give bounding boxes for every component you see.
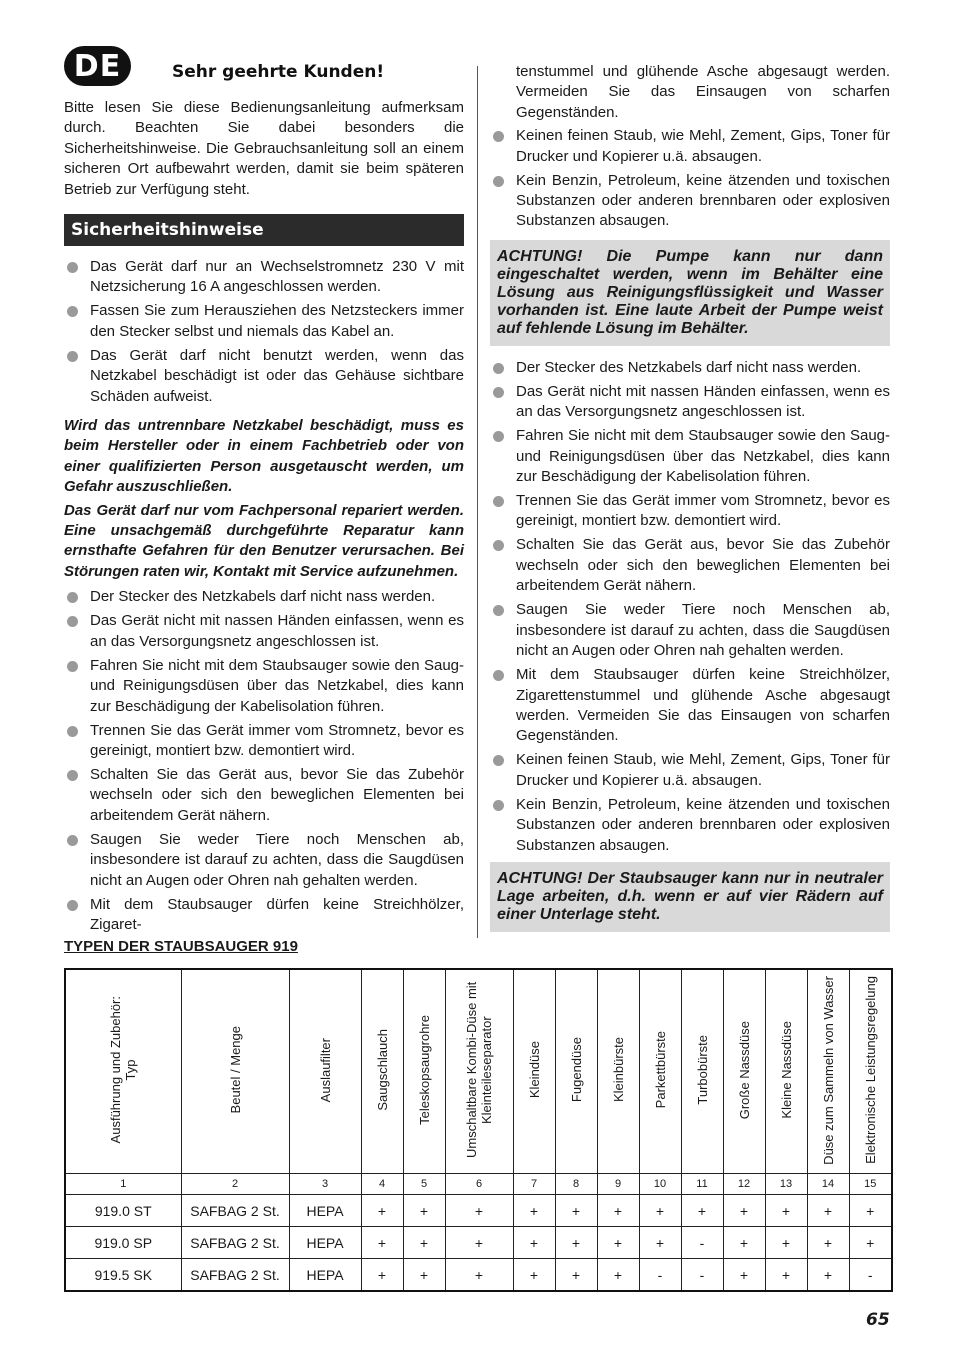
table-cell: +	[403, 1259, 445, 1292]
column-number-cell: 3	[289, 1174, 361, 1195]
language-badge: DE	[64, 46, 131, 86]
table-header-label: Große Nassdüse	[736, 1020, 752, 1120]
table-cell: +	[807, 1227, 849, 1259]
left-bullet-list-1	[64, 257, 464, 407]
table-cell: HEPA	[289, 1195, 361, 1227]
list-item: Saugen Sie weder Tiere noch Menschen ab, insbesondere ist darauf zu achten, dass die Saugdüsen nicht an Augen oder Ohren nah gehalten werden.	[490, 600, 890, 661]
list-item: Fahren Sie nicht mit dem Staubsauger sowie den Saug- und Reinigungsdüsen über das Netzkabel, dies kann zur Beschädigung der Kabelisolation führen.	[490, 426, 890, 487]
table-header-label: Düse zum Sammeln von Wasser	[820, 975, 836, 1165]
table-cell: +	[445, 1259, 513, 1292]
table-header-label: Parkettbürste	[652, 1031, 668, 1109]
table-header-cell	[597, 969, 639, 1174]
table-cell: SAFBAG 2 St.	[181, 1227, 289, 1259]
table-cell: +	[849, 1195, 892, 1227]
warning-box-position: ACHTUNG! Der Staubsauger kann nur in neutraler Lage arbeiten, d.h. wenn er auf vier Rädern auf einer Unterlage steht.	[490, 862, 890, 932]
table-cell: -	[681, 1227, 723, 1259]
table-header-cell	[723, 969, 765, 1174]
table-cell: +	[555, 1195, 597, 1227]
table-cell: -	[639, 1259, 681, 1292]
table-row	[65, 1227, 892, 1259]
page-number: 65	[866, 1310, 890, 1330]
right-bullet-list-1	[490, 126, 890, 232]
table-cell: HEPA	[289, 1259, 361, 1292]
table-cell: +	[807, 1195, 849, 1227]
table-row	[65, 1259, 892, 1292]
right-continued-text: tenstummel und glühende Asche abgesaugt werden. Vermeiden Sie das Einsaugen von scharfen Gegenständen.	[516, 63, 890, 121]
section-heading-label: Sicherheitshinweise	[71, 220, 264, 240]
list-item: Keinen feinen Staub, wie Mehl, Zement, Gips, Toner für Drucker und Kopierer u.ä. absaugen.	[490, 126, 890, 167]
table-cell: +	[681, 1195, 723, 1227]
column-number-cell: 15	[849, 1174, 892, 1195]
table-header-label: Kleine Nassdüse	[778, 1021, 794, 1119]
table-cell: +	[765, 1259, 807, 1292]
right-column	[490, 62, 890, 932]
table-cell: +	[849, 1227, 892, 1259]
table-cell: SAFBAG 2 St.	[181, 1195, 289, 1227]
table-cell: 919.0 ST	[65, 1195, 181, 1227]
table-header-cell	[807, 969, 849, 1174]
table-cell: +	[445, 1195, 513, 1227]
column-number-cell: 11	[681, 1174, 723, 1195]
table-cell: SAFBAG 2 St.	[181, 1259, 289, 1292]
table-cell: +	[723, 1227, 765, 1259]
table-header-label: Beutel / Menge	[227, 1026, 243, 1114]
column-number-cell: 9	[597, 1174, 639, 1195]
table-cell: +	[639, 1195, 681, 1227]
table-cell: +	[513, 1259, 555, 1292]
list-item: Trennen Sie das Gerät immer vom Stromnetz, bevor es gereinigt, montiert bzw. demontiert wird.	[64, 721, 464, 762]
table-header-label: Kleinbürste	[610, 1037, 626, 1103]
list-item: Kein Benzin, Petroleum, keine ätzenden und toxischen Substanzen oder anderen brennbaren oder explosiven Substanzen absaugen.	[490, 795, 890, 856]
list-item: Das Gerät darf nur an Wechselstromnetz 230 V mit Netzsicherung 16 A angeschlossen werden.	[64, 257, 464, 298]
column-number-cell: 12	[723, 1174, 765, 1195]
table-header-cell	[849, 969, 892, 1174]
table-header-label: Kleindüse	[526, 1041, 542, 1099]
column-number-cell: 1	[65, 1174, 181, 1195]
column-number-cell: 4	[361, 1174, 403, 1195]
table-cell: +	[361, 1195, 403, 1227]
list-item: Fassen Sie zum Herausziehen des Netzsteckers immer den Stecker selbst und niemals das Kabel an.	[64, 301, 464, 342]
table-cell: -	[681, 1259, 723, 1292]
table-cell: +	[723, 1195, 765, 1227]
table-header-label: Turbobürste	[694, 1035, 710, 1105]
list-item: Schalten Sie das Gerät aus, bevor Sie das Zubehör wechseln oder sich den beweglichen Elementen bei arbeitendem Gerät nähern.	[64, 765, 464, 826]
table-cell: +	[765, 1227, 807, 1259]
table-cell: +	[403, 1227, 445, 1259]
table-cell: +	[765, 1195, 807, 1227]
right-bullet-list-2	[490, 358, 890, 856]
vacuum-types-table	[64, 968, 893, 1292]
table-header-label: Fugendüse	[568, 1037, 584, 1103]
table-body	[65, 1195, 892, 1292]
column-divider	[477, 66, 478, 938]
column-number-cell: 8	[555, 1174, 597, 1195]
table-title: TYPEN DER STAUBSAUGER 919	[64, 938, 298, 955]
list-item: Kein Benzin, Petroleum, keine ätzenden und toxischen Substanzen oder anderen brennbaren oder explosiven Substanzen absaugen.	[490, 171, 890, 232]
column-number-cell: 13	[765, 1174, 807, 1195]
list-item: Mit dem Staubsauger dürfen keine Streichhölzer, Zigaret-	[64, 895, 464, 936]
list-item: Der Stecker des Netzkabels darf nicht nass werden.	[490, 358, 890, 378]
table-cell: +	[361, 1259, 403, 1292]
table-cell: +	[597, 1195, 639, 1227]
table-cell: +	[361, 1227, 403, 1259]
list-item: Das Gerät nicht mit nassen Händen einfassen, wenn es an das Versorgungsnetz angeschlossen ist.	[490, 382, 890, 423]
table-cell: +	[445, 1227, 513, 1259]
table-cell: 919.0 SP	[65, 1227, 181, 1259]
table-number-row	[65, 1174, 892, 1195]
table-cell: +	[403, 1195, 445, 1227]
table-cell: +	[555, 1259, 597, 1292]
table-header-label: Elektronische Leistungsregelung	[862, 976, 878, 1164]
table-header-row	[65, 969, 892, 1174]
greeting-heading: Sehr geehrte Kunden!	[172, 62, 385, 82]
table-cell: +	[807, 1259, 849, 1292]
table-header-cell	[513, 969, 555, 1174]
table-header-label: Ausführung und Zubehör: Typ	[108, 996, 139, 1144]
table-header-cell	[765, 969, 807, 1174]
left-bold-note-cable: Wird das untrennbare Netzkabel beschädigt, muss es beim Hersteller oder in einem Fachbetrieb oder von einer qualifizierten Person ausgetauscht werden, um Gefahr auszuschließen.	[64, 417, 464, 496]
table-cell: +	[723, 1259, 765, 1292]
list-item: Saugen Sie weder Tiere noch Menschen ab, insbesondere ist darauf zu achten, dass die Saugdüsen nicht an Augen oder Ohren nah gehalten werden.	[64, 830, 464, 891]
column-number-cell: 2	[181, 1174, 289, 1195]
table-header-cell	[361, 969, 403, 1174]
list-item: Trennen Sie das Gerät immer vom Stromnetz, bevor es gereinigt, montiert bzw. demontiert wird.	[490, 491, 890, 532]
warning-box-pump: ACHTUNG! Die Pumpe kann nur dann eingeschaltet werden, wenn im Behälter eine Lösung aus Reinigungsflüssigkeit und Wasser vorhanden ist. Eine laute Arbeit der Pumpe weist auf fehlende Lösung im Behälter.	[490, 240, 890, 346]
section-heading-safety	[64, 214, 464, 246]
table-header-cell	[681, 969, 723, 1174]
left-bold-note-repair: Das Gerät darf nur vom Fachpersonal repariert werden. Eine unsachgemäß durchgeführte Reparatur kann ernsthafte Gefahren für den Benutzer verursachen. Bei Störungen raten wir, Kontakt mit Service aufzunehmen.	[64, 501, 464, 580]
list-item: Das Gerät darf nicht benutzt werden, wenn das Netzkabel beschädigt ist oder das Gehäuse sichtbare Schäden aufweist.	[64, 346, 464, 407]
table-cell: +	[639, 1227, 681, 1259]
table-header-cell	[289, 969, 361, 1174]
table-cell: +	[513, 1195, 555, 1227]
column-number-cell: 5	[403, 1174, 445, 1195]
table-cell: 919.5 SK	[65, 1259, 181, 1292]
list-item: Schalten Sie das Gerät aus, bevor Sie das Zubehör wechseln oder sich den beweglichen Elementen bei arbeitendem Gerät nähern.	[490, 535, 890, 596]
table-header-label: Umschaltbare Kombi-Düse mit Kleinteileseparator	[464, 981, 494, 1159]
table-row	[65, 1195, 892, 1227]
table-header-label: Auslaufilter	[317, 1037, 333, 1103]
column-number-cell: 7	[513, 1174, 555, 1195]
list-item: Das Gerät nicht mit nassen Händen einfassen, wenn es an das Versorgungsnetz angeschlossen ist.	[64, 611, 464, 652]
column-number-cell: 10	[639, 1174, 681, 1195]
table-header-cell	[65, 969, 181, 1174]
left-column	[64, 257, 464, 939]
table-cell: -	[849, 1259, 892, 1292]
table-cell: +	[597, 1227, 639, 1259]
table-cell: +	[513, 1227, 555, 1259]
table-header-cell	[639, 969, 681, 1174]
table-header-cell	[403, 969, 445, 1174]
list-item: Keinen feinen Staub, wie Mehl, Zement, Gips, Toner für Drucker und Kopierer u.ä. absaugen.	[490, 750, 890, 791]
table-header-label: Saugschlauch	[374, 1029, 390, 1111]
list-item: Fahren Sie nicht mit dem Staubsauger sowie den Saug- und Reinigungsdüsen über das Netzkabel, dies kann zur Beschädigung der Kabelisolation führen.	[64, 656, 464, 717]
table-header-cell	[181, 969, 289, 1174]
table-header-cell	[555, 969, 597, 1174]
table-header-cell	[445, 969, 513, 1174]
table-header-label: Teleskopsaugrohre	[416, 1015, 432, 1125]
list-item: Mit dem Staubsauger dürfen keine Streichhölzer, Zigarettenstummel und glühende Asche abgesaugt werden. Vermeiden Sie das Einsaugen von scharfen Gegenständen.	[490, 665, 890, 747]
column-number-cell: 6	[445, 1174, 513, 1195]
intro-paragraph: Bitte lesen Sie diese Bedienungsanleitung aufmerksam durch. Beachten Sie dabei besonders die Sicherheitshinweise. Die Gebrauchsanleitung soll an einem sicheren Ort aufbewahrt werden, damit sie beim späteren Betrieb zur Verfügung steht.	[64, 99, 464, 198]
table-cell: +	[597, 1259, 639, 1292]
left-bullet-list-2	[64, 587, 464, 935]
column-number-cell: 14	[807, 1174, 849, 1195]
table-cell: HEPA	[289, 1227, 361, 1259]
table-cell: +	[555, 1227, 597, 1259]
list-item: Der Stecker des Netzkabels darf nicht nass werden.	[64, 587, 464, 607]
